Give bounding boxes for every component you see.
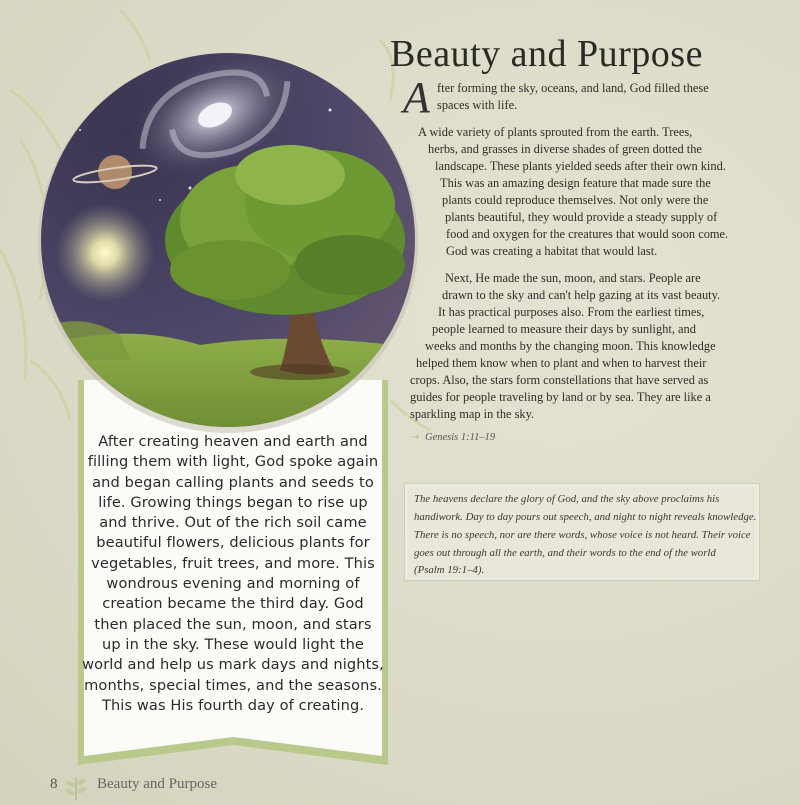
quote-line: The heavens declare the glory of God, and the sky above proclaims his: [414, 493, 720, 505]
drop-cap: A: [403, 73, 430, 122]
panel-line: creation became the third day. God: [102, 595, 364, 613]
panel-line: up in the sky. These would light the: [101, 635, 365, 653]
intro-line: spaces with life.: [437, 98, 518, 112]
panel-line: vegetables, fruit trees, and more. This: [91, 554, 375, 572]
sun: [55, 203, 155, 303]
panel-text: [80, 432, 386, 716]
page-number: 8: [50, 776, 58, 792]
quote-line: goes out through all the earth, and their words to the end of the world: [414, 547, 716, 559]
paragraph2-line: crops. Also, the stars form constellations that have served as: [410, 373, 709, 387]
paragraph2-line: people learned to measure their days by sunlight, and: [432, 322, 696, 336]
scripture-quote-box: [404, 483, 760, 581]
paragraph1-line: landscape. These plants yielded seeds after their own kind.: [435, 159, 726, 173]
paragraph1-line: herbs, and grasses in diverse shades of green dotted the: [428, 142, 702, 156]
panel-line: and began calling plants and seeds to: [92, 473, 374, 491]
panel-line: then placed the sun, moon, and stars: [94, 615, 372, 633]
panel-line: filling them with light, God spoke again: [87, 453, 379, 471]
quote-line: There is no speech, nor are there words, whose voice is not heard. Their voice: [414, 529, 751, 541]
running-title: Beauty and Purpose: [97, 776, 217, 792]
leaf-sprig-icon: [62, 772, 90, 802]
panel-line: and thrive. Out of the rich soil came: [99, 514, 367, 532]
paragraph2-line: drawn to the sky and can't help gazing at its vast beauty.: [442, 288, 721, 302]
panel-line: life. Growing things began to rise up: [98, 493, 368, 511]
creation-illustration: [0, 0, 430, 440]
paragraph1-line: food and oxygen for the creatures that would soon come.: [446, 227, 729, 241]
paragraph1-line: God was creating a habitat that would last.: [446, 244, 658, 258]
intro-line: fter forming the sky, oceans, and land, God filled these: [437, 81, 709, 95]
paragraph2-line: Next, He made the sun, moon, and stars. People are: [445, 271, 701, 285]
citation-arrow-icon: ➝: [411, 432, 420, 443]
panel-line: This was His fourth day of creating.: [101, 696, 365, 714]
page-title: Beauty and Purpose: [390, 33, 703, 75]
paragraph1-line: A wide variety of plants sprouted from the earth. Trees,: [418, 125, 693, 139]
panel-line: world and help us mark days and nights,: [82, 656, 384, 674]
paragraph1-line: This was an amazing design feature that made sure the: [440, 176, 711, 190]
quote-line: handiwork. Day to day pours out speech, and night to night reveals knowledge.: [414, 511, 757, 523]
paragraph2-line: weeks and months by the changing moon. This knowledge: [425, 339, 716, 353]
panel-line: beautiful flowers, delicious plants for: [96, 534, 370, 552]
paragraph1-line: plants could reproduce themselves. Not only were the: [442, 193, 709, 207]
paragraph2-line: It has practical purposes also. From the earliest times,: [438, 305, 705, 319]
paragraph2-line: helped them know when to plant and when to harvest their: [416, 356, 707, 370]
quote-line: (Psalm 19:1–4).: [414, 564, 485, 576]
panel-line: wondrous evening and morning of: [106, 575, 360, 593]
panel-line: After creating heaven and earth and: [98, 433, 368, 450]
grass-field: [0, 334, 430, 440]
panel-line: months, special times, and the seasons.: [84, 676, 382, 694]
scripture-citation: Genesis 1:11–19: [425, 432, 496, 443]
paragraph2-line: sparkling map in the sky.: [410, 407, 535, 421]
paragraph1-line: plants beautiful, they would provide a steady supply of: [445, 210, 718, 224]
paragraph2-line: guides for people traveling by land or by sea. They are like a: [410, 390, 711, 404]
